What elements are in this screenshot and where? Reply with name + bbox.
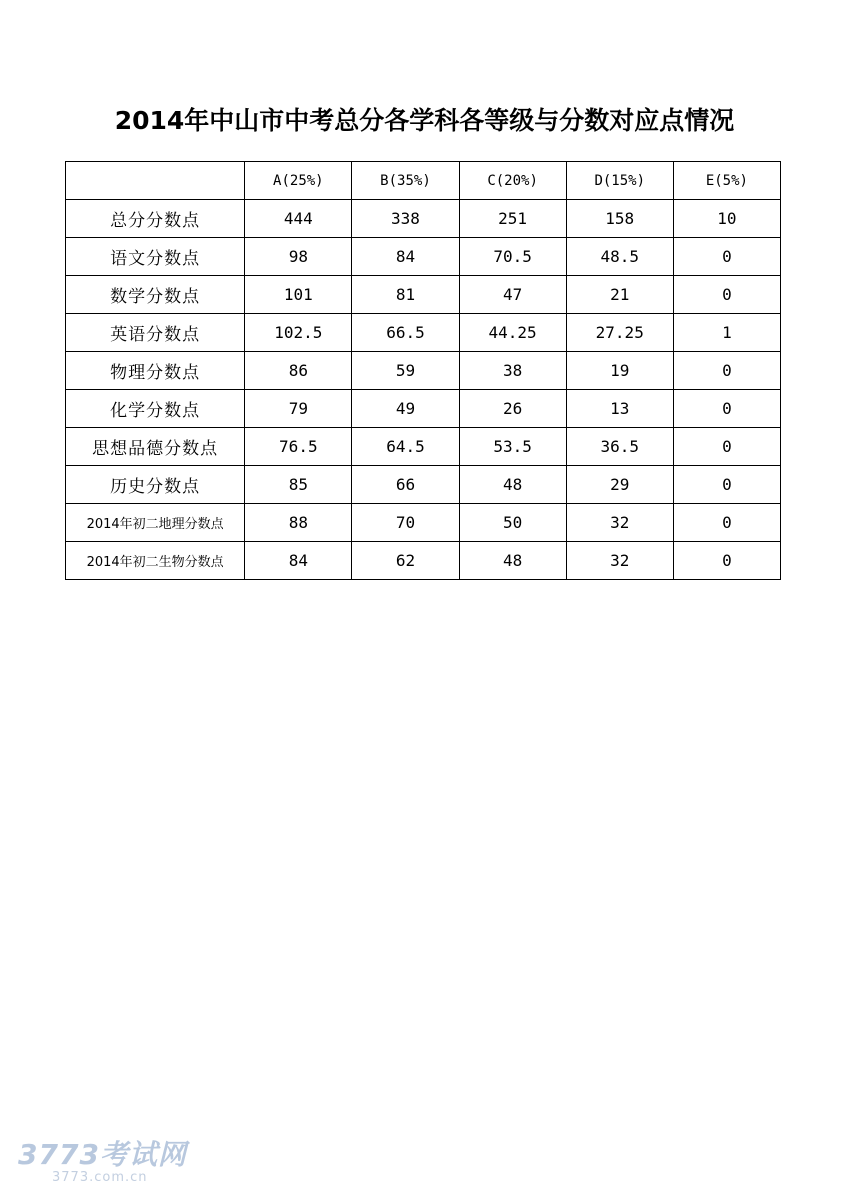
page-title: 2014年中山市中考总分各学科各等级与分数对应点情况: [114, 106, 735, 135]
header-grade-a: A(25%): [245, 162, 352, 200]
row-label: 数学分数点: [66, 276, 245, 314]
score-cell: 13: [566, 390, 673, 428]
score-cell: 0: [673, 238, 780, 276]
score-cell: 76.5: [245, 428, 352, 466]
score-cell: 85: [245, 466, 352, 504]
row-label: 化学分数点: [66, 390, 245, 428]
score-cell: 88: [245, 504, 352, 542]
score-cell: 10: [673, 200, 780, 238]
score-cell: 0: [673, 466, 780, 504]
score-cell: 98: [245, 238, 352, 276]
score-cell: 62: [352, 542, 459, 580]
score-cell: 102.5: [245, 314, 352, 352]
header-grade-e: E(5%): [673, 162, 780, 200]
score-cell: 0: [673, 504, 780, 542]
score-cell: 79: [245, 390, 352, 428]
score-cell: 0: [673, 542, 780, 580]
table-row: [66, 238, 781, 276]
score-cell: 48.5: [566, 238, 673, 276]
score-cell: 44.25: [459, 314, 566, 352]
grade-score-table: [65, 161, 781, 580]
score-cell: 50: [459, 504, 566, 542]
score-cell: 59: [352, 352, 459, 390]
score-cell: 48: [459, 542, 566, 580]
table-row: [66, 314, 781, 352]
row-label: 物理分数点: [66, 352, 245, 390]
score-cell: 0: [673, 428, 780, 466]
row-label: 语文分数点: [66, 238, 245, 276]
score-cell: 36.5: [566, 428, 673, 466]
score-cell: 66.5: [352, 314, 459, 352]
score-cell: 444: [245, 200, 352, 238]
score-cell: 158: [566, 200, 673, 238]
score-cell: 27.25: [566, 314, 673, 352]
header-grade-c: C(20%): [459, 162, 566, 200]
score-cell: 53.5: [459, 428, 566, 466]
score-cell: 70: [352, 504, 459, 542]
score-cell: 101: [245, 276, 352, 314]
row-label: 总分分数点: [66, 200, 245, 238]
table-header-row: [66, 162, 781, 200]
score-cell: 0: [673, 352, 780, 390]
header-grade-b: B(35%): [352, 162, 459, 200]
score-cell: 38: [459, 352, 566, 390]
score-cell: 64.5: [352, 428, 459, 466]
score-cell: 81: [352, 276, 459, 314]
header-corner-cell: [66, 162, 245, 200]
score-cell: 29: [566, 466, 673, 504]
score-cell: 0: [673, 390, 780, 428]
score-cell: 0: [673, 276, 780, 314]
score-cell: 70.5: [459, 238, 566, 276]
table-row: [66, 542, 781, 580]
table-row: [66, 428, 781, 466]
score-cell: 21: [566, 276, 673, 314]
table-row: [66, 352, 781, 390]
score-cell: 86: [245, 352, 352, 390]
score-cell: 251: [459, 200, 566, 238]
watermark-brand: 3773考试网: [18, 1138, 187, 1171]
score-cell: 84: [245, 542, 352, 580]
score-cell: 48: [459, 466, 566, 504]
score-cell: 32: [566, 504, 673, 542]
table-row: [66, 504, 781, 542]
row-label: 思想品德分数点: [66, 428, 245, 466]
score-cell: 66: [352, 466, 459, 504]
score-cell: 49: [352, 390, 459, 428]
table-row: [66, 276, 781, 314]
score-cell: 84: [352, 238, 459, 276]
table-row: [66, 390, 781, 428]
score-cell: 32: [566, 542, 673, 580]
table-row: [66, 200, 781, 238]
table-row: [66, 466, 781, 504]
score-cell: 26: [459, 390, 566, 428]
site-watermark: [18, 1140, 188, 1190]
row-label: 2014年初二地理分数点: [66, 504, 245, 542]
watermark-url: 3773.com.cn: [52, 1170, 148, 1185]
row-label: 英语分数点: [66, 314, 245, 352]
header-grade-d: D(15%): [566, 162, 673, 200]
row-label: 2014年初二生物分数点: [66, 542, 245, 580]
score-cell: 19: [566, 352, 673, 390]
score-cell: 47: [459, 276, 566, 314]
score-cell: 1: [673, 314, 780, 352]
score-cell: 338: [352, 200, 459, 238]
row-label: 历史分数点: [66, 466, 245, 504]
